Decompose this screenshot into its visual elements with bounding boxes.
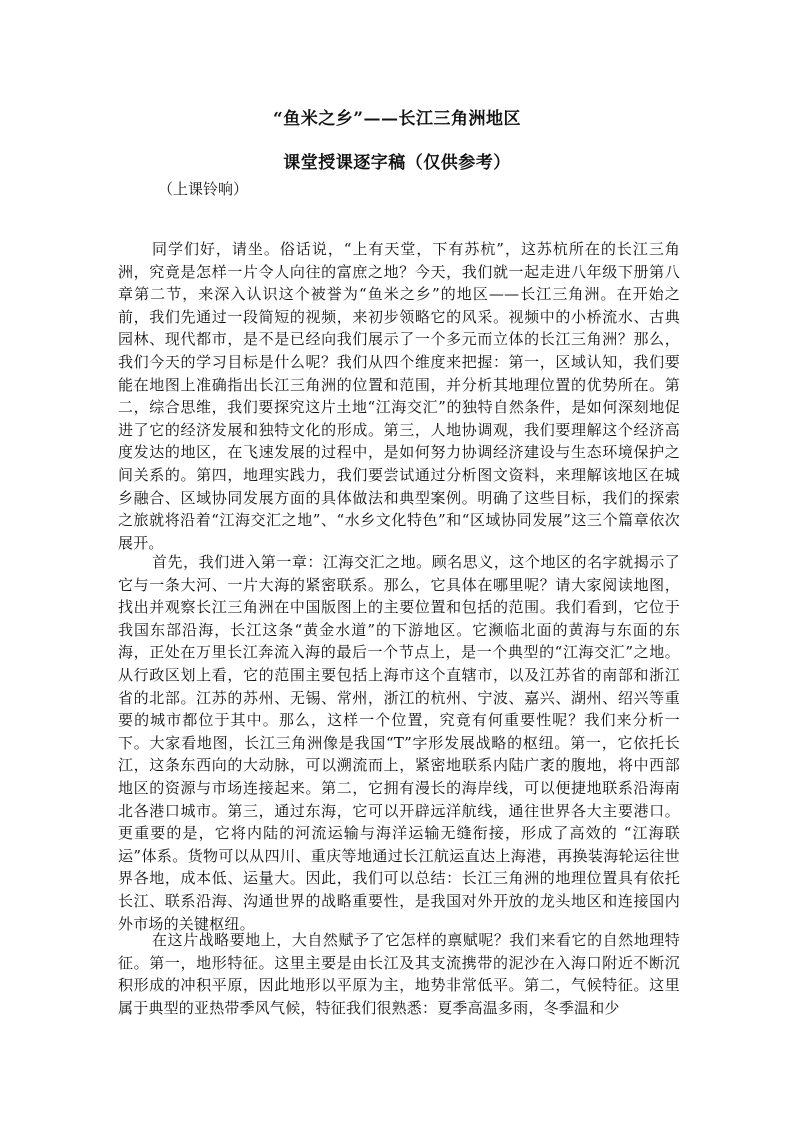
paragraph-location: 首先，我们进入第一章：江海交汇之地。顾名思义，这个地区的名字就揭示了它与一条大河、一片大海的紧密联系。那么，它具体在哪里呢？请大家阅读地图，找出并观察长江三角洲在中国版图上的主要位置和包括的范围。我们看到，它位于我国东部沿海，长江这条“黄金水道”的下游地区。它濒临北面的黄海与东面的东海，正处在万里长江奔流入海的最后一个节点上，是一个典型的“江海交汇”之地。从行政区划上看，它的范围主要包括上海市这个直辖市，以及江苏省的南部和浙江省的北部。江苏的苏州、无锡、常州，浙江的杭州、宁波、嘉兴、湖州、绍兴等重要的城市都位于其中。那么，这样一个位置，究竟有何重要性呢？我们来分析一下。大家看地图，长江三角洲像是我国“T”字形发展战略的枢纽。第一，它依托长江，这条东西向的大动脉，可以溯流而上，紧密地联系内陆广袤的腹地，将中西部地区的资源与市场连接起来。第二，它拥有漫长的海岸线，可以便捷地联系沿海南北各港口城市。第三，通过东海，它可以开辟远洋航线，通往世界各大主要港口。更重要的是，它将内陆的河流运输与海洋运输无缝衔接，形成了高效的 “江海联运”体系。货物可以从四川、重庆等地通过长江航运直达上海港，再换装海轮运往世界各地，成本低、运量大。因此，我们可以总结：长江三角洲的地理位置具有依托长江、联系沿海、沟通世界的战略重要性，是我国对外开放的龙头地区和连接国内外市场的关键枢纽。: [118, 553, 680, 933]
paragraph-intro: 同学们好，请坐。俗话说，“上有天堂，下有苏杭”，这苏杭所在的长江三角洲，究竟是怎样一片令人向往的富庶之地？今天，我们就一起走进八年级下册第八章第二节，来深入认识这个被誉为“鱼米之乡”的地区——长江三角洲。在开始之前，我们先通过一段简短的视频，来初步领略它的风采。视频中的小桥流水、古典园林、现代都市，是不是已经向我们展示了一个多元而立体的长江三角洲？那么，我们今天的学习目标是什么呢？我们从四个维度来把握：第一，区域认知，我们要能在地图上准确指出长江三角洲的位置和范围，并分析其地理位置的优势所在。第二，综合思维，我们要探究这片土地“江海交汇”的独特自然条件，是如何深刻地促进了它的经济发展和独特文化的形成。第三，人地协调观，我们要理解这个经济高度发达的地区，在飞速发展的过程中，是如何努力协调经济建设与生态环境保护之间关系的。第四，地理实践力，我们要尝试通过分析图文资料，来理解该地区在城乡融合、区域协同发展方面的具体做法和典型案例。明确了这些目标，我们的探索之旅就将沿着“江海交汇之地”、“水乡文化特色”和“区域协同发展”这三个篇章依次展开。: [118, 240, 680, 552]
stage-direction: （上课铃响）: [158, 180, 249, 198]
paragraph-nature: 在这片战略要地上，大自然赋予了它怎样的禀赋呢？我们来看它的自然地理特征。第一，地形特征。这里主要是由长江及其支流携带的泥沙在入海口附近不断沉积形成的冲积平原，因此地形以平原为主，地势非常低平。第二，气候特征。这里属于典型的亚热带季风气候，特征我们很熟悉：夏季高温多雨，冬季温和少: [118, 931, 680, 1017]
document-title: “鱼米之乡”——长江三角洲地区: [272, 109, 522, 129]
document-subtitle: 课堂授课逐字稿（仅供参考）: [283, 153, 511, 173]
